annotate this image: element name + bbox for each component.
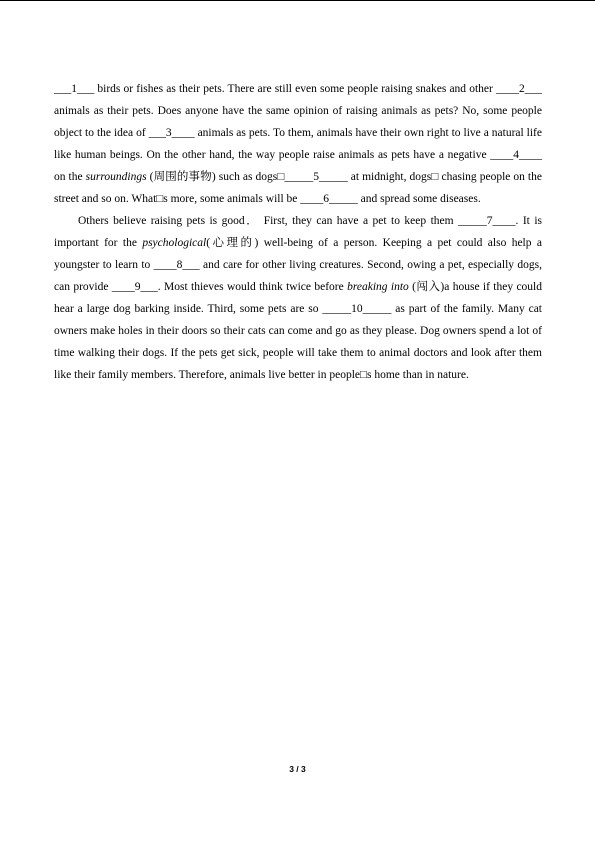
document-body	[54, 78, 542, 386]
header-rule	[0, 0, 595, 1]
paragraph-2-text-c: (闯入)a house if they could hear a large dog barking inside. Third, some pets are so _____10_____ as part of the family. Many cat owners make holes in their doors so their cats can come and go as they please. Dog owners spend a lot of time walking their dogs. If the pets get sick, people will take them to animal doctors and look after them like their family members. Therefore, animals live better in people□s home than in nature.	[54, 281, 542, 381]
paragraph-2-text-a: Others believe raising pets is good． First, they can have a pet to keep them _____7____. It is important for the	[54, 215, 542, 249]
page-number: 3 / 3	[289, 764, 306, 774]
paragraph-1-text-b: (周围的事物) such as dogs□_____5_____ at midnight, dogs□ chasing people on the street and so on. What□s more, some animals will be ____6_____ and spread some diseases.	[54, 171, 542, 205]
paragraph-2-term-breaking-into: breaking into	[347, 281, 409, 293]
paragraph-1-text-a: ___1___ birds or fishes as their pets. There are still even some people raising snakes and other ____2___ animals as their pets. Does anyone have the same opinion of raising animals as pets? No, some people object to the idea of ___3____ animals as pets. To them, animals have their own right to live a natural life like human beings. On the other hand, the way people raise animals as pets have a negative ____4____ on the	[54, 83, 542, 183]
paragraph-1	[54, 78, 542, 210]
paragraph-2-text-b: (心理的) well-being of a person. Keeping a pet could also help a youngster to learn to ____8___ and care for other living creatures. Second, owing a pet, especially dogs, can provide ____9___. Most thieves would think twice before	[54, 237, 542, 293]
paragraph-2	[54, 210, 542, 386]
paragraph-2-term-psychological: psychological	[142, 237, 207, 249]
paragraph-1-term-surroundings: surroundings	[85, 171, 147, 183]
